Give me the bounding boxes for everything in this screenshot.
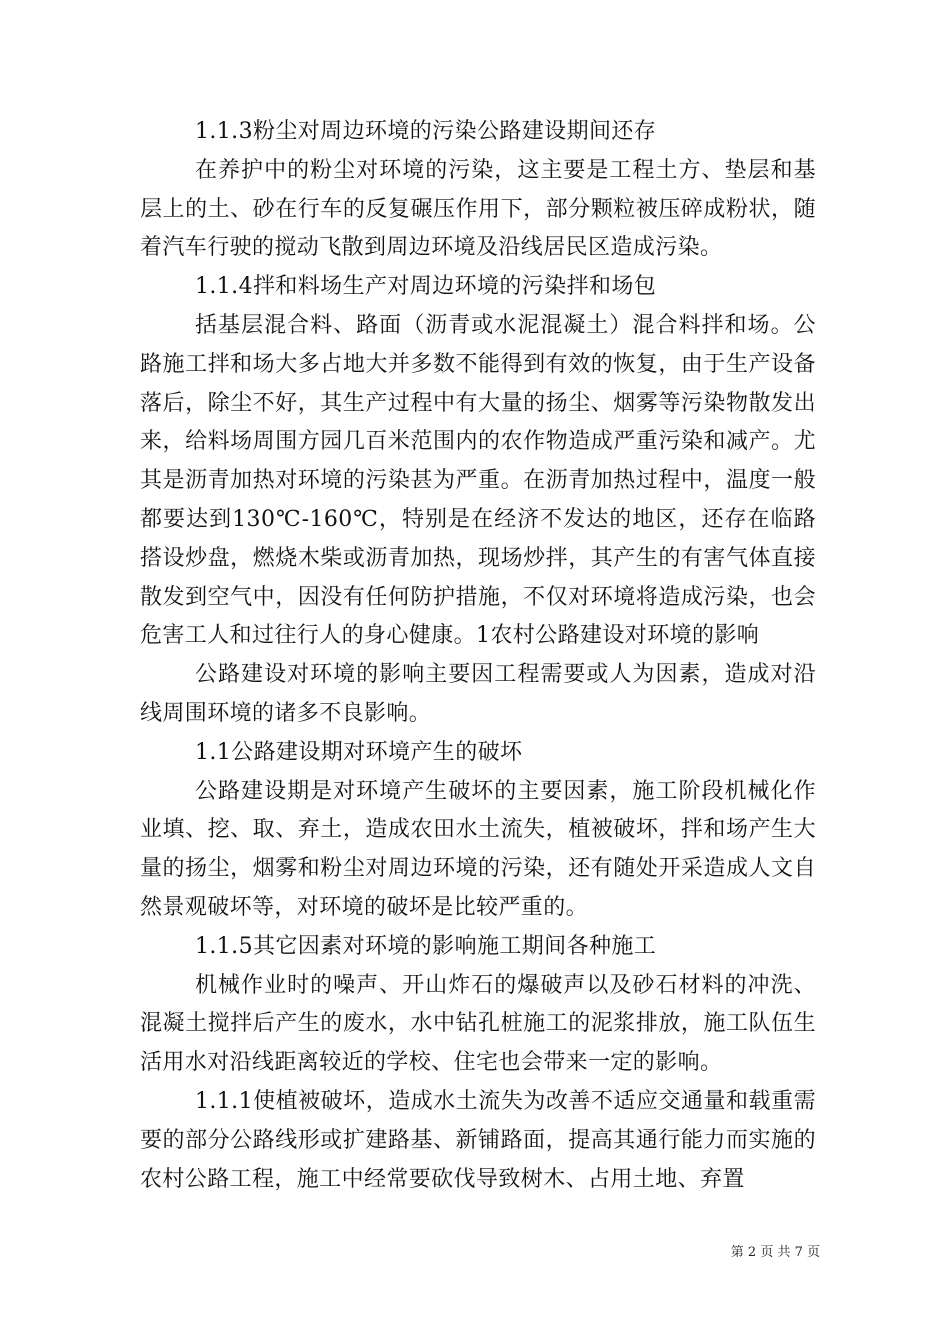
paragraph-heading-1-1-4: 1.1.4拌和料场生产对周边环境的污染拌和场包 [195,274,657,300]
paragraph-heading-1-1-1: 1.1.1使植被破坏，造成水土流失为改善不适应交通量和载重需要的部分公路线形或扩建路基、新铺路面，提高其通行能力而实施的农村公路工程，施工中经常要砍伐导致树木、占用土地、弃置 [140,1088,816,1192]
paragraph-construction-damage: 公路建设期是对环境产生破坏的主要因素，施工阶段机械化作业填、挖、取、弃土，造成农田水土流失，植被破坏，拌和场产生大量的扬尘，烟雾和粉尘对周边环境的污染，还有随处开采造成人文自然景观破坏等，对环境的破坏是比较严重的。 [140,778,816,920]
page-number: 第 2 页 共 7 页 [730,1245,820,1260]
paragraph-road-impact-intro: 公路建设对环境的影响主要因工程需要或人为因素，造成对沿线周围环境的诸多不良影响。 [140,662,816,726]
paragraph-heading-1-1-5: 1.1.5其它因素对环境的影响施工期间各种施工 [195,933,657,959]
paragraph-dust-pollution: 在养护中的粉尘对环境的污染，这主要是工程土方、垫层和基层上的土、砂在行车的反复碾压作用下，部分颗粒被压碎成粉状，随着汽车行驶的搅动飞散到周边环境及沿线居民区造成污染。 [140,157,816,261]
paragraph-heading-1-1-3: 1.1.3粉尘对周边环境的污染公路建设期间还存 [195,119,657,144]
paragraph-mixing-plant: 括基层混合料、路面（沥青或水泥混凝土）混合料拌和场。公路施工拌和场大多占地大并多数不能得到有效的恢复，由于生产设备落后，除尘不好，其生产过程中有大量的扬尘、烟雾等污染物散发出来，给料场周围方园几百米范围内的农作物造成严重污染和减产。尤其是沥青加热对环境的污染甚为严重。在沥青加热过程中，温度一般都要达到130℃-160℃，特别是在经济不发达的地区，还存在临路搭设炒盘，燃烧木柴或沥青加热，现场炒拌，其产生的有害气体直接散发到空气中，因没有任何防护措施，不仅对环境将造成污染，也会危害工人和过往行人的身心健康。1农村公路建设对环境的影响 [140,312,816,649]
document-body [140,113,816,1199]
paragraph-noise-wastewater: 机械作业时的噪声、开山炸石的爆破声以及砂石材料的冲洗、混凝土搅拌后产生的废水，水中钻孔桩施工的泥浆排放，施工队伍生活用水对沿线距离较近的学校、住宅也会带来一定的影响。 [140,972,816,1076]
paragraph-heading-1-1: 1.1公路建设期对环境产生的破坏 [195,739,523,765]
